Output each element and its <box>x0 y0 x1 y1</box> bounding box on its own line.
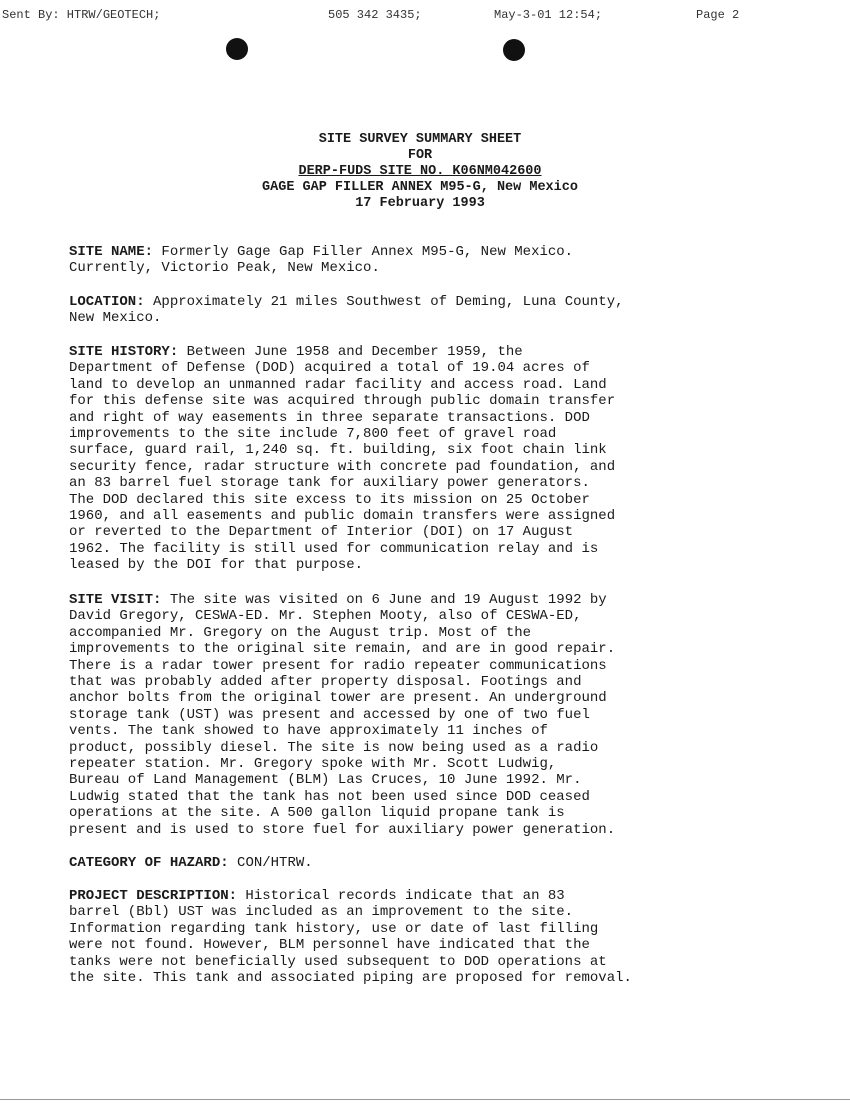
title-line: SITE SURVEY SUMMARY SHEET <box>318 132 522 147</box>
project-description-text: Historical records indicate that an 83 barrel (Bbl) UST was included as an improvement to the site. Information regarding tank history, use or date of last filling were not found. However, BLM personnel have indicated that the tanks were not beneficially used subsequent to DOD operations at the site. This tank and associated piping are proposed for removal. <box>69 888 632 987</box>
site-name-section <box>69 244 759 277</box>
fax-phone-number: 505 342 3435; <box>328 8 422 22</box>
document-date: 17 February 1993 <box>355 196 485 211</box>
site-history-section <box>69 344 759 574</box>
category-of-hazard-section <box>69 855 759 871</box>
site-visit-label: SITE VISIT: <box>69 592 162 608</box>
site-visit-section <box>69 592 759 838</box>
location-text: Approximately 21 miles Southwest of Deming, Luna County, New Mexico. <box>69 294 624 327</box>
document-title-block <box>150 132 690 212</box>
fax-header <box>0 8 850 30</box>
site-number: DERP-FUDS SITE NO. K06NM042600 <box>298 164 542 179</box>
site-history-label: SITE HISTORY: <box>69 344 179 360</box>
location-section <box>69 294 759 327</box>
site-visit-text: The site was visited on 6 June and 19 August 1992 by David Gregory, CESWA-ED. Mr. Stephen Mooty, also of CESWA-ED, accompanied Mr. Gregory on the August trip. Most of the improvements to the original site remain, and are in good repair. There is a radar tower present for radio repeater communications that was probably added after property disposal. Footings and anchor bolts from the original tower are present. An underground storage tank (UST) was present and accessed by one of two fuel vents. The tank showed to have approximately 11 inches of product, possibly diesel. The site is now being used as a radio repeater station. Mr. Gregory spoke with Mr. Scott Ludwig, Bureau of Land Management (BLM) Las Cruces, 10 June 1992. Mr. Ludwig stated that the tank has not been used since DOD ceased operations at the site. A 500 gallon liquid propane tank is present and is used to store fuel for auxiliary power generation. <box>69 592 616 838</box>
punch-hole-right <box>503 39 525 61</box>
site-subtitle: GAGE GAP FILLER ANNEX M95-G, New Mexico <box>262 180 578 195</box>
fax-sender: Sent By: HTRW/GEOTECH; <box>2 8 161 22</box>
fax-datetime: May-3-01 12:54; <box>494 8 603 22</box>
category-of-hazard-text: CON/HTRW. <box>228 855 313 871</box>
site-name-label: SITE NAME: <box>69 244 154 260</box>
project-description-section <box>69 888 759 986</box>
site-name-text: Formerly Gage Gap Filler Annex M95-G, New Mexico. Currently, Victorio Peak, New Mexico. <box>69 244 574 277</box>
page-bottom-edge <box>0 1099 850 1100</box>
project-description-label: PROJECT DESCRIPTION: <box>69 888 238 904</box>
fax-page-number: Page 2 <box>696 8 740 22</box>
site-history-text: Between June 1958 and December 1959, the Department of Defense (DOD) acquired a total of 19.04 acres of land to develop an unmanned radar facility and access road. Land for this defense site was acquired through public domain transfer and right of way easements in three separate transactions. DOD improvements to the site include 7,800 feet of gravel road surface, guard rail, 1,240 sq. ft. building, six foot chain link security fence, radar structure with concrete pad foundation, and an 83 barrel fuel storage tank for auxiliary power generators. The DOD declared this site excess to its mission on 25 October 1960, and all easements and public domain transfers were assigned or reverted to the Department of Interior (DOI) on 17 August 1962. The facility is still used for communication relay and is leased by the DOI for that purpose. <box>69 344 616 574</box>
title-for: FOR <box>407 148 433 163</box>
location-label: LOCATION: <box>69 294 145 310</box>
punch-hole-left <box>226 38 248 60</box>
category-of-hazard-label: CATEGORY OF HAZARD: <box>69 855 229 871</box>
